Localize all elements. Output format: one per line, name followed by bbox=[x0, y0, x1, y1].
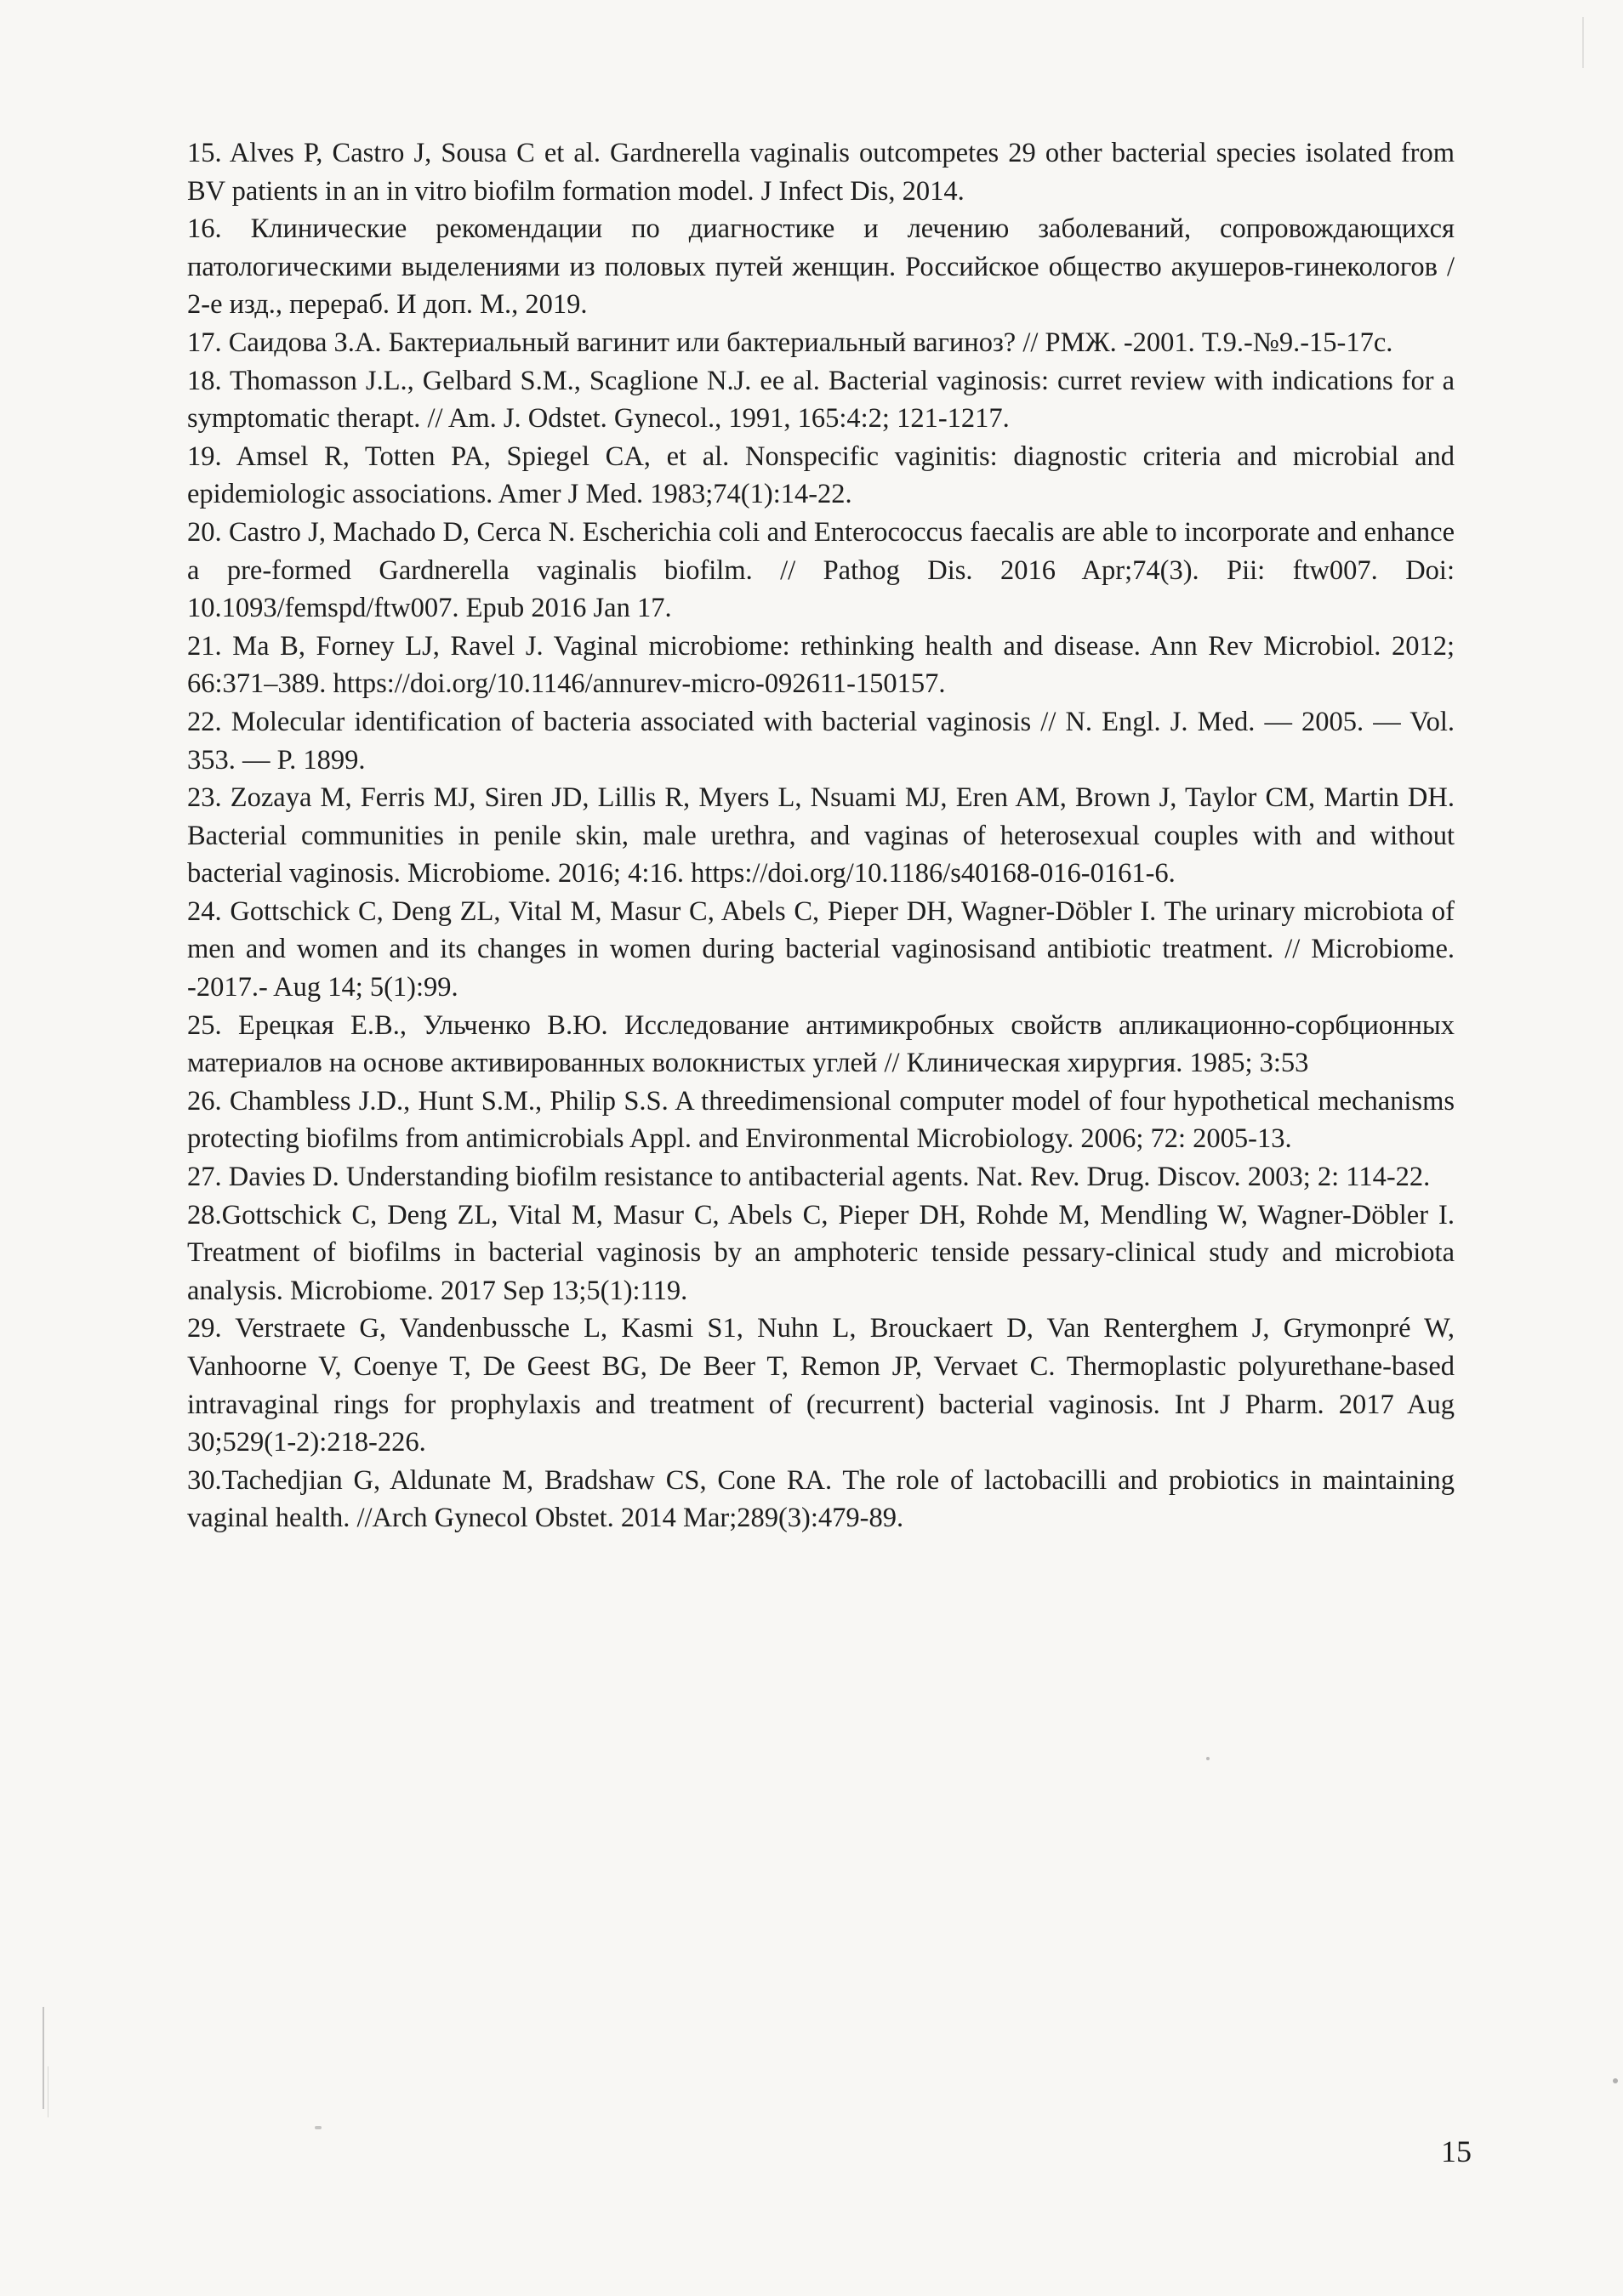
reference-24: 24. Gottschick C, Deng ZL, Vital M, Masur C, Abels C, Pieper DH, Wagner-Döbler I. The urinary microbiota of men and women and its changes in women during bacterial vaginosisand antibiotic treatment. // Microbiome. -2017.- Aug 14; 5(1):99. bbox=[187, 895, 1455, 1003]
reference-30: 30.Tachedjian G, Aldunate M, Bradshaw CS, Cone RA. The role of lactobacilli and probiotics in maintaining vaginal health. //Arch Gynecol Obstet. 2014 Mar;289(3):479-89. bbox=[187, 1464, 1455, 1534]
reference-19: 19. Amsel R, Totten PA, Spiegel CA, et al. Nonspecific vaginitis: diagnostic criteria and microbial and epidemiologic associations. Amer J Med. 1983;74(1):14-22. bbox=[187, 440, 1455, 510]
reference-21: 21. Ma B, Forney LJ, Ravel J. Vaginal microbiome: rethinking health and disease. Ann Rev Microbiol. 2012; 66:371–389. https://doi.org/10.1146/annurev-micro-092611-150157. bbox=[187, 630, 1455, 700]
scan-artifact-dot bbox=[1613, 2078, 1618, 2083]
reference-22: 22. Molecular identification of bacteria associated with bacterial vaginosis // N. Engl. J. Med. — 2005. — Vol. 353. — P. 1899. bbox=[187, 706, 1455, 776]
reference-26: 26. Chambless J.D., Hunt S.M., Philip S.S. A threedimensional computer model of four hypothetical mechanisms protecting biofilms from antimicrobials Appl. and Environmental Microbiology. 2006; 72: 2005-13. bbox=[187, 1085, 1455, 1155]
reference-28: 28.Gottschick C, Deng ZL, Vital M, Masur C, Abels C, Pieper DH, Rohde M, Mendling W, Wagner-Döbler I. Treatment of biofilms in bacterial vaginosis by an amphoteric tenside pessary-clinical study and microbiota analysis. Microbiome. 2017 Sep 13;5(1):119. bbox=[187, 1199, 1455, 1306]
reference-16: 16. Клинические рекомендации по диагностике и лечению заболеваний, сопровождающихся патологическими выделениями из половых путей женщин. Российское общество акушеров-гинекологов / 2-е изд., перераб. И доп. М., 2019. bbox=[187, 213, 1455, 321]
page-number: 15 bbox=[1441, 2134, 1472, 2168]
reference-27: 27. Davies D. Understanding biofilm resistance to antibacterial agents. Nat. Rev. Drug. Discov. 2003; 2: 114-22. bbox=[187, 1162, 1431, 1193]
scan-artifact-line bbox=[43, 2007, 44, 2109]
reference-29: 29. Verstraete G, Vandenbussche L, Kasmi S1, Nuhn L, Brouckaert D, Van Renterghem J, Grymonpré W, Vanhoorne V, Coenye T, De Geest BG, De Beer T, Remon JP, Vervaet C. Thermoplastic polyurethane-based intravaginal rings for prophylaxis and treatment of (recurrent) bacterial vaginosis. Int J Pharm. 2017 Aug 30;529(1-2):218-226. bbox=[187, 1313, 1455, 1458]
reference-list bbox=[187, 134, 1455, 1537]
scan-artifact-dot bbox=[1206, 1757, 1210, 1760]
reference-17: 17. Саидова З.А. Бактериальный вагинит или бактериальный вагиноз? // РМЖ. -2001. Т.9.-№9.-15-17с. bbox=[187, 327, 1393, 358]
reference-25: 25. Ерецкая Е.В., Ульченко В.Ю. Исследование антимикробных свойств апликационно-сорбционных материалов на основе активированных волокнистых углей // Клиническая хирургия. 1985; 3:53 bbox=[187, 1009, 1455, 1079]
reference-15: 15. Alves P, Castro J, Sousa C et al. Gardnerella vaginalis outcompetes 29 other bacterial species isolated from BV patients in an in vitro biofilm formation model. J Infect Dis, 2014. bbox=[187, 138, 1455, 207]
scan-artifact-smudge bbox=[315, 2126, 322, 2129]
reference-23: 23. Zozaya M, Ferris MJ, Siren JD, Lillis R, Myers L, Nsuami MJ, Eren AM, Brown J, Taylor CM, Martin DH. Bacterial communities in penile skin, male urethra, and vaginas of heterosexual couples with and without bacterial vaginosis. Microbiome. 2016; 4:16. https://doi.org/10.1186/s40168-016-0161-6. bbox=[187, 782, 1455, 889]
reference-18: 18. Thomasson J.L., Gelbard S.M., Scaglione N.J. ee al. Bacterial vaginosis: curret review with indications for a symptomatic therapt. // Am. J. Odstet. Gynecol., 1991, 165:4:2; 121-1217. bbox=[187, 365, 1455, 435]
reference-20: 20. Castro J, Machado D, Cerca N. Escherichia coli and Enterococcus faecalis are able to incorporate and enhance a pre-formed Gardnerella vaginalis biofilm. // Pathog Dis. 2016 Apr;74(3). Pii: ftw007. Doi: 10.1093/femspd/ftw007. Epub 2016 Jan 17. bbox=[187, 516, 1455, 624]
scan-artifact-line bbox=[1582, 17, 1584, 68]
